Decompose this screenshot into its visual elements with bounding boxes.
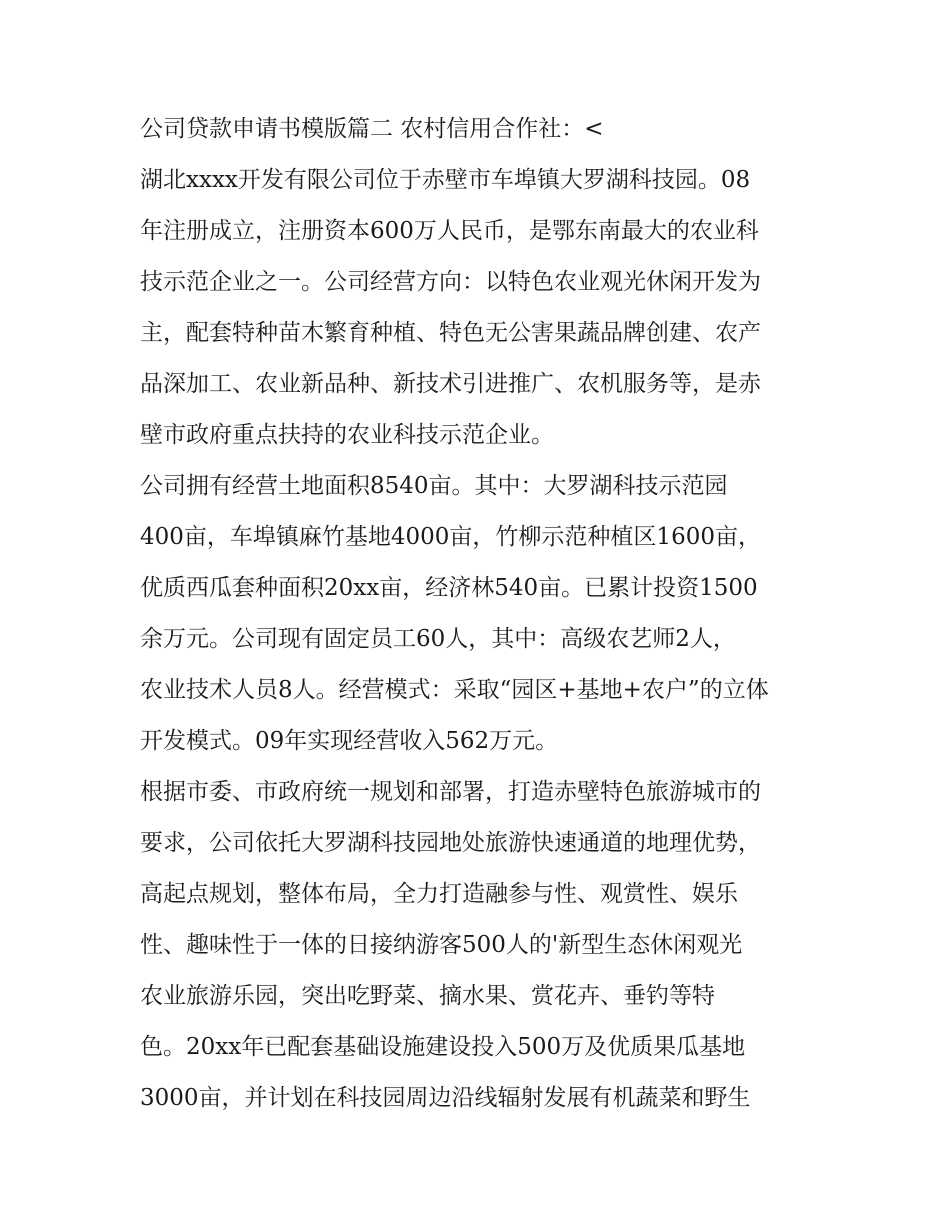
- text-line: 农业技术人员8人。经营模式：采取“园区+基地+农户”的立体: [140, 677, 769, 703]
- paragraph-company-intro: [140, 155, 820, 461]
- text-line: 色。20xx年已配套基础设施建设投入500万及优质果瓜基地: [140, 1034, 746, 1060]
- text-line: 品深加工、农业新品种、新技术引进推广、农机服务等，是赤: [140, 371, 761, 397]
- text-line: 公司拥有经营土地面积8540亩。其中：大罗湖科技示范园: [140, 473, 728, 499]
- text-line: 根据市委、市政府统一规划和部署，打造赤壁特色旅游城市的: [140, 779, 761, 805]
- paragraph-development-plan: [140, 767, 820, 1124]
- text-line: 年注册成立，注册资本600万人民币，是鄂东南最大的农业科: [140, 218, 759, 244]
- text-line: 优质西瓜套种面积20xx亩，经济林540亩。已累计投资1500: [140, 575, 758, 601]
- paragraph-land-and-staff: [140, 461, 820, 767]
- text-line: 余万元。公司现有固定员工60人，其中：高级农艺师2人，: [140, 626, 736, 652]
- text-line: 要求，公司依托大罗湖科技园地处旅游快速通道的地理优势，: [140, 830, 761, 856]
- text-line: 性、趣味性于一体的日接纳游客500人的'新型生态休闲观光: [140, 932, 743, 958]
- text-line: 开发模式。09年实现经营收入562万元。: [140, 728, 559, 754]
- text-line: 高起点规划，整体布局，全力打造融参与性、观赏性、娱乐: [140, 881, 738, 907]
- text-line: 湖北xxxx开发有限公司位于赤壁市车埠镇大罗湖科技园。08: [140, 167, 751, 193]
- text-line: 主，配套特种苗木繁育种植、特色无公害果蔬品牌创建、农产: [140, 320, 761, 346]
- document-title-line: 公司贷款申请书模版篇二 农村信用合作社：<: [140, 116, 604, 142]
- text-line: 400亩，车埠镇麻竹基地4000亩，竹柳示范种植区1600亩，: [140, 524, 761, 550]
- text-line: 农业旅游乐园，突出吃野菜、摘水果、赏花卉、垂钓等特: [140, 983, 715, 1009]
- text-line: 壁市政府重点扶持的农业科技示范企业。: [140, 422, 554, 448]
- text-line: 技示范企业之一。公司经营方向：以特色农业观光休闲开发为: [140, 269, 761, 295]
- text-line: 3000亩，并计划在科技园周边沿线辐射发展有机蔬菜和野生: [140, 1085, 751, 1111]
- document-body: [140, 104, 820, 1124]
